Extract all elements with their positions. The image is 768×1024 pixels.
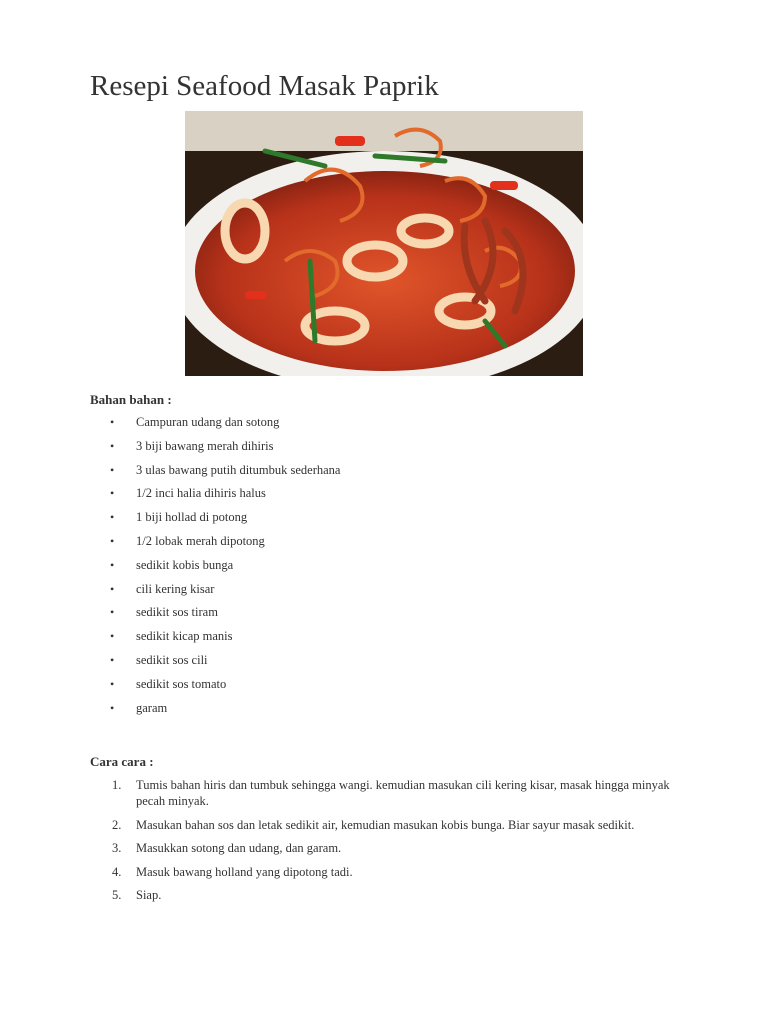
step-text: Masukan bahan sos dan letak sedikit air, kemudian masukan kobis bunga. Biar sayur masak sedikit. [136,817,635,832]
ingredient-text: sedikit sos cili [136,652,208,667]
page-title: Resepi Seafood Masak Paprik [90,70,439,102]
list-item [90,699,690,723]
bullet: • [110,462,115,477]
steps-heading: Cara cara : [90,754,154,769]
bullet: • [110,557,115,572]
ingredient-text: Campuran udang dan sotong [136,415,280,429]
ingredients-list [90,413,690,722]
step-number: 5. [112,888,122,902]
ingredients-heading: Bahan bahan : [90,392,172,407]
step-item [90,840,690,856]
ingredient-text: 1 biji hollad di potong [136,510,248,525]
list-item [90,532,690,556]
step-text: Siap. [136,888,162,902]
bullet: • [110,676,115,691]
bullet: • [110,415,115,429]
step-number: 2. [112,817,122,832]
bullet: • [110,438,115,453]
steps-list [90,777,690,911]
list-item [90,651,690,675]
step-text: Tumis bahan hiris dan tumbuk sehingga wangi. kemudian masukan cili kering kisar, masak hingga minyak pecah minyak. [136,778,670,808]
ingredient-text: cili kering kisar [136,581,215,596]
bullet: • [110,486,115,501]
food-photo-illustration [185,111,583,376]
list-item [90,484,690,508]
step-number: 4. [112,864,122,879]
bullet: • [110,533,115,548]
list-item [90,413,690,437]
step-item [90,777,690,809]
list-item [90,675,690,699]
step-text: Masuk bawang holland yang dipotong tadi. [136,864,353,879]
list-item [90,556,690,580]
ingredient-text: 1/2 lobak merah dipotong [136,533,265,548]
bullet: • [110,700,115,715]
list-item [90,461,690,485]
bullet: • [110,652,115,667]
bullet: • [110,581,115,596]
list-item [90,603,690,627]
ingredient-text: garam [136,700,168,715]
ingredient-text: sedikit kicap manis [136,629,233,644]
step-item [90,817,690,833]
step-number: 3. [112,841,122,855]
step-number: 1. [112,778,122,792]
bullet: • [110,605,115,620]
ingredient-text: sedikit sos tiram [136,605,218,620]
list-item [90,437,690,461]
step-item [90,887,690,903]
bullet: • [110,510,115,525]
step-item [90,864,690,880]
list-item [90,508,690,532]
list-item [90,580,690,604]
ingredient-text: 3 biji bawang merah dihiris [136,438,274,453]
step-text: Masukkan sotong dan udang, dan garam. [136,841,342,855]
bullet: • [110,629,115,644]
ingredient-text: sedikit sos tomato [136,676,227,691]
ingredient-text: 3 ulas bawang putih ditumbuk sederhana [136,462,341,477]
ingredient-text: sedikit kobis bunga [136,557,234,572]
ingredient-text: 1/2 inci halia dihiris halus [136,486,266,501]
food-photo [185,111,583,376]
list-item [90,627,690,651]
